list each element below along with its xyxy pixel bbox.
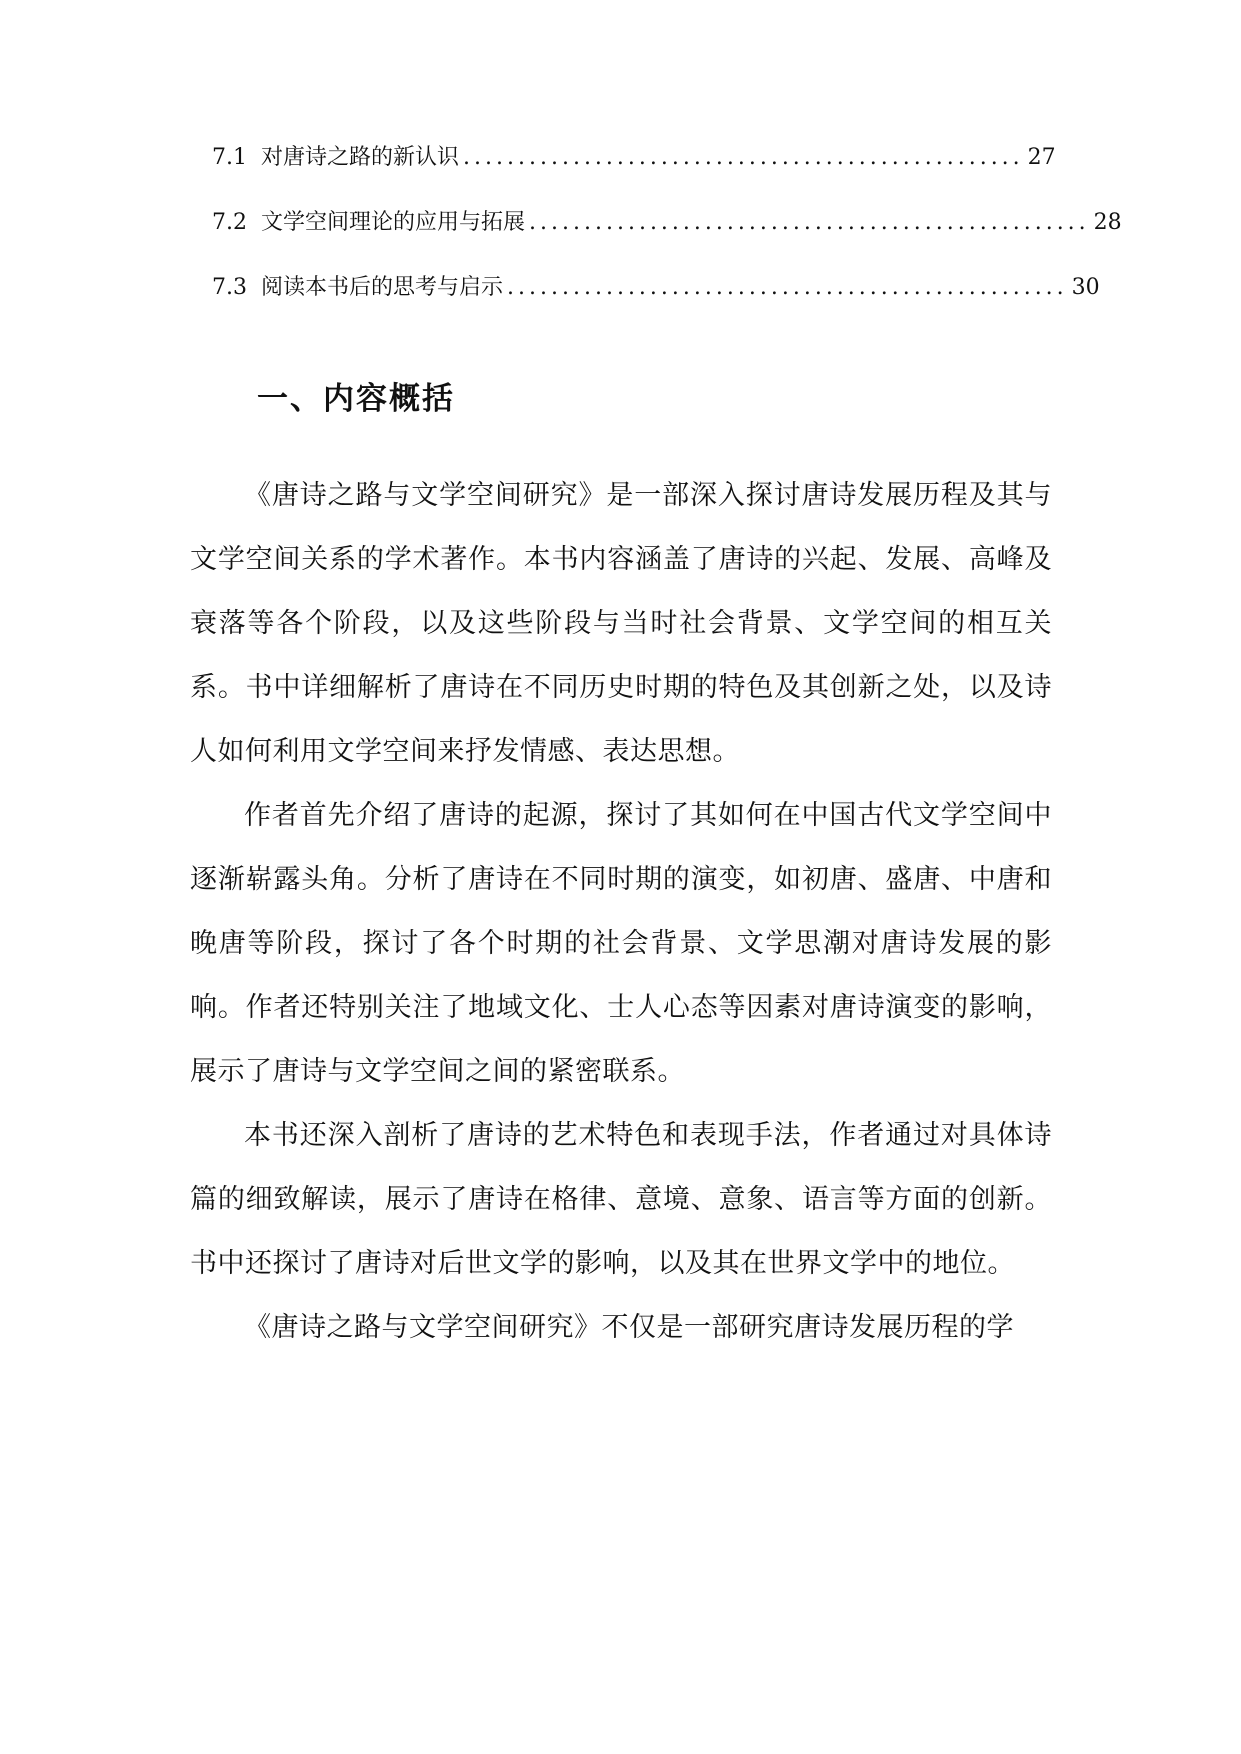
section-body bbox=[190, 464, 1052, 1360]
toc-entry-page: 28 bbox=[1093, 210, 1122, 235]
body-paragraph: 作者首先介绍了唐诗的起源，探讨了其如何在中国古代文学空间中逐渐崭露头角。分析了唐诗在不同时期的演变，如初唐、盛唐、中唐和晚唐等阶段，探讨了各个时期的社会背景、文学思潮对唐诗发展的影响。作者还特别关注了地域文化、士人心态等因素对唐诗演变的影响，展示了唐诗与文学空间之间的紧密联系。 bbox=[190, 800, 1052, 1087]
toc-entry-title: 文学空间理论的应用与拓展 bbox=[261, 210, 526, 235]
toc-entry-7-2[interactable] bbox=[212, 208, 1122, 273]
toc-entry-7-1[interactable] bbox=[212, 143, 1056, 208]
toc-entry-number: 7.1 bbox=[212, 145, 247, 170]
toc-entry-number: 7.2 bbox=[212, 210, 247, 235]
section-heading: 一、内容概括 bbox=[257, 381, 455, 417]
body-paragraph: 《唐诗之路与文学空间研究》不仅是一部研究唐诗发展历程的学 bbox=[244, 1312, 1014, 1343]
toc-entry-page: 27 bbox=[1027, 145, 1056, 170]
body-paragraph: 本书还深入剖析了唐诗的艺术特色和表现手法，作者通过对具体诗篇的细致解读，展示了唐诗在格律、意境、意象、语言等方面的创新。书中还探讨了唐诗对后世文学的影响，以及其在世界文学中的地位。 bbox=[190, 1120, 1052, 1279]
toc-entry-number: 7.3 bbox=[212, 275, 247, 300]
body-paragraph: 《唐诗之路与文学空间研究》是一部深入探讨唐诗发展历程及其与文学空间关系的学术著作。本书内容涵盖了唐诗的兴起、发展、高峰及衰落等各个阶段，以及这些阶段与当时社会背景、文学空间的相互关系。书中详细解析了唐诗在不同历史时期的特色及其创新之处，以及诗人如何利用文学空间来抒发情感、表达思想。 bbox=[190, 480, 1052, 767]
toc-dot-leader: ................................................... bbox=[463, 145, 1024, 170]
table-of-contents bbox=[212, 143, 1122, 338]
toc-entry-title: 阅读本书后的思考与启示 bbox=[261, 275, 504, 300]
toc-dot-leader: ................................................... bbox=[507, 275, 1068, 300]
toc-dot-leader: ................................................... bbox=[529, 210, 1090, 235]
toc-entry-page: 30 bbox=[1071, 275, 1100, 300]
toc-entry-7-3[interactable] bbox=[212, 273, 1100, 338]
toc-entry-title: 对唐诗之路的新认识 bbox=[261, 145, 460, 170]
